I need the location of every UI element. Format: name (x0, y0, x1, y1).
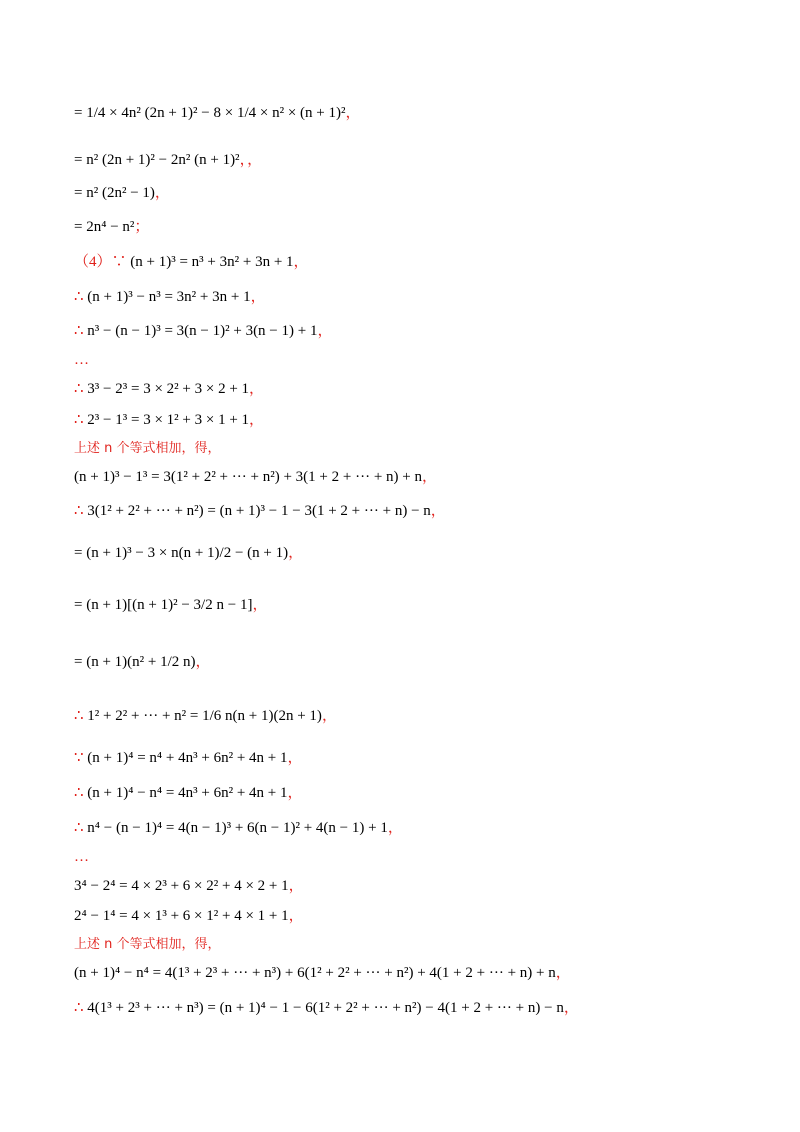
math-line (74, 963, 571, 983)
math-expression (74, 1000, 564, 1016)
math-expression: = n² (2n² − 1) (74, 185, 155, 201)
punctuation: ， (288, 908, 304, 924)
math-line (74, 150, 262, 170)
expression-body: (n + 1)³ = n³ + 3n² + 3n + 1 (126, 254, 294, 270)
math-expression: 3⁴ − 2⁴ = 4 × 2³ + 6 × 2² + 4 × 2 + 1 (74, 878, 289, 894)
punctuation: ， (249, 381, 265, 397)
punctuation: ， (421, 469, 437, 485)
punctuation: ， (293, 254, 309, 270)
punctuation: ， (321, 708, 337, 724)
math-expression (74, 352, 89, 368)
math-expression (74, 785, 288, 801)
math-expression (74, 381, 249, 397)
expression-body: n⁴ − (n − 1)⁴ = 4(n − 1)³ + 6(n − 1)² + 4(n − 1) + 1 (83, 820, 388, 836)
therefore-symbol: ∴ (74, 820, 84, 836)
expression-body: 4(1³ + 2³ + ··· + n³) = (n + 1)⁴ − 1 − 6(1² + 2² + ··· + n²) − 4(1 + 2 + ··· + n) − n (83, 1000, 564, 1016)
expression-body: (n + 1)⁴ − n⁴ = 4n³ + 6n² + 4n + 1 (83, 785, 288, 801)
math-expression (74, 849, 89, 865)
math-line (74, 321, 333, 341)
therefore-symbol: ∴ (74, 503, 84, 519)
expression-body: 2³ − 1³ = 3 × 1² + 3 × 1 + 1 (83, 412, 250, 428)
math-line (74, 998, 579, 1018)
math-line (74, 543, 303, 563)
therefore-symbol: （4）∵ (74, 254, 127, 270)
math-line (74, 379, 264, 399)
math-line (74, 783, 303, 803)
punctuation: ， (195, 654, 211, 670)
therefore-symbol: … (74, 352, 89, 368)
math-expression: 2⁴ − 1⁴ = 4 × 1³ + 6 × 1² + 4 × 1 + 1 (74, 908, 289, 924)
expression-body: n³ − (n − 1)³ = 3(n − 1)² + 3(n − 1) + 1 (83, 323, 318, 339)
punctuation: ， (317, 323, 333, 339)
math-line (74, 410, 264, 430)
math-line (74, 217, 149, 237)
math-line (74, 252, 309, 272)
math-expression: = 1/4 × 4n² (2n + 1)² − 8 × 1/4 × n² × (n + 1)² (74, 105, 346, 121)
expression-body: (n + 1)³ − n³ = 3n² + 3n + 1 (83, 289, 251, 305)
math-line (74, 438, 221, 459)
red-annotation: 上述 n 个等式相加，得， (74, 441, 221, 456)
punctuation: ， (252, 597, 268, 613)
math-expression (74, 412, 249, 428)
math-line (74, 906, 304, 926)
therefore-symbol: ∴ (74, 323, 84, 339)
therefore-symbol: ∵ (74, 750, 84, 766)
math-line (74, 876, 304, 896)
punctuation: ， (250, 289, 266, 305)
punctuation: ， (287, 750, 303, 766)
math-expression (74, 503, 431, 519)
math-line (74, 706, 337, 726)
math-line (74, 183, 170, 203)
math-expression (74, 750, 288, 766)
expression-body: 3³ − 2³ = 3 × 2² + 3 × 2 + 1 (83, 381, 250, 397)
therefore-symbol: ∴ (74, 412, 84, 428)
math-expression (74, 820, 388, 836)
math-expression: = 2n⁴ − n² (74, 219, 135, 235)
punctuation: ， (387, 820, 403, 836)
therefore-symbol: ∴ (74, 708, 84, 724)
math-expression (74, 708, 322, 724)
punctuation: ， (430, 503, 446, 519)
therefore-symbol: ∴ (74, 1000, 84, 1016)
math-expression: = (n + 1)³ − 3 × n(n + 1)/2 − (n + 1) (74, 545, 289, 561)
math-expression (74, 323, 317, 339)
punctuation: ， (154, 185, 170, 201)
punctuation: ， (345, 105, 361, 121)
math-line (74, 467, 437, 487)
punctuation: ， (288, 545, 304, 561)
red-annotation: 上述 n 个等式相加，得， (74, 937, 221, 952)
therefore-symbol: ∴ (74, 381, 84, 397)
math-expression: = (n + 1)[(n + 1)² − 3/2 n − 1] (74, 597, 253, 613)
math-line (74, 847, 89, 867)
math-line (74, 934, 221, 955)
expression-body: (n + 1)⁴ = n⁴ + 4n³ + 6n² + 4n + 1 (83, 750, 288, 766)
math-line (74, 748, 303, 768)
math-line (74, 350, 89, 370)
math-expression: (n + 1)³ − 1³ = 3(1² + 2² + ··· + n²) + 3(1 + 2 + ··· + n) + n (74, 469, 422, 485)
punctuation: ， (288, 878, 304, 894)
punctuation: ， (563, 1000, 579, 1016)
math-expression: (n + 1)⁴ − n⁴ = 4(1³ + 2³ + ··· + n³) + 6(1² + 2² + ··· + n²) + 4(1 + 2 + ··· + n) + n (74, 965, 556, 981)
punctuation: ， (555, 965, 571, 981)
math-line (74, 818, 403, 838)
therefore-symbol: … (74, 849, 89, 865)
math-line (74, 103, 361, 123)
math-expression (74, 254, 294, 270)
math-line (74, 652, 211, 672)
math-expression (74, 289, 251, 305)
punctuation: ； (134, 219, 150, 235)
therefore-symbol: ∴ (74, 785, 84, 801)
math-line (74, 501, 446, 521)
therefore-symbol: ∴ (74, 289, 84, 305)
math-expression: = (n + 1)(n² + 1/2 n) (74, 654, 196, 670)
math-expression: = n² (2n + 1)² − 2n² (n + 1)² (74, 152, 240, 168)
punctuation: ，， (239, 152, 263, 168)
expression-body: 3(1² + 2² + ··· + n²) = (n + 1)³ − 1 − 3(1 + 2 + ··· + n) − n (83, 503, 431, 519)
math-line (74, 595, 267, 615)
math-line (74, 287, 266, 307)
punctuation: ， (249, 412, 265, 428)
expression-body: 1² + 2² + ··· + n² = 1/6 n(n + 1)(2n + 1) (83, 708, 322, 724)
punctuation: ， (287, 785, 303, 801)
